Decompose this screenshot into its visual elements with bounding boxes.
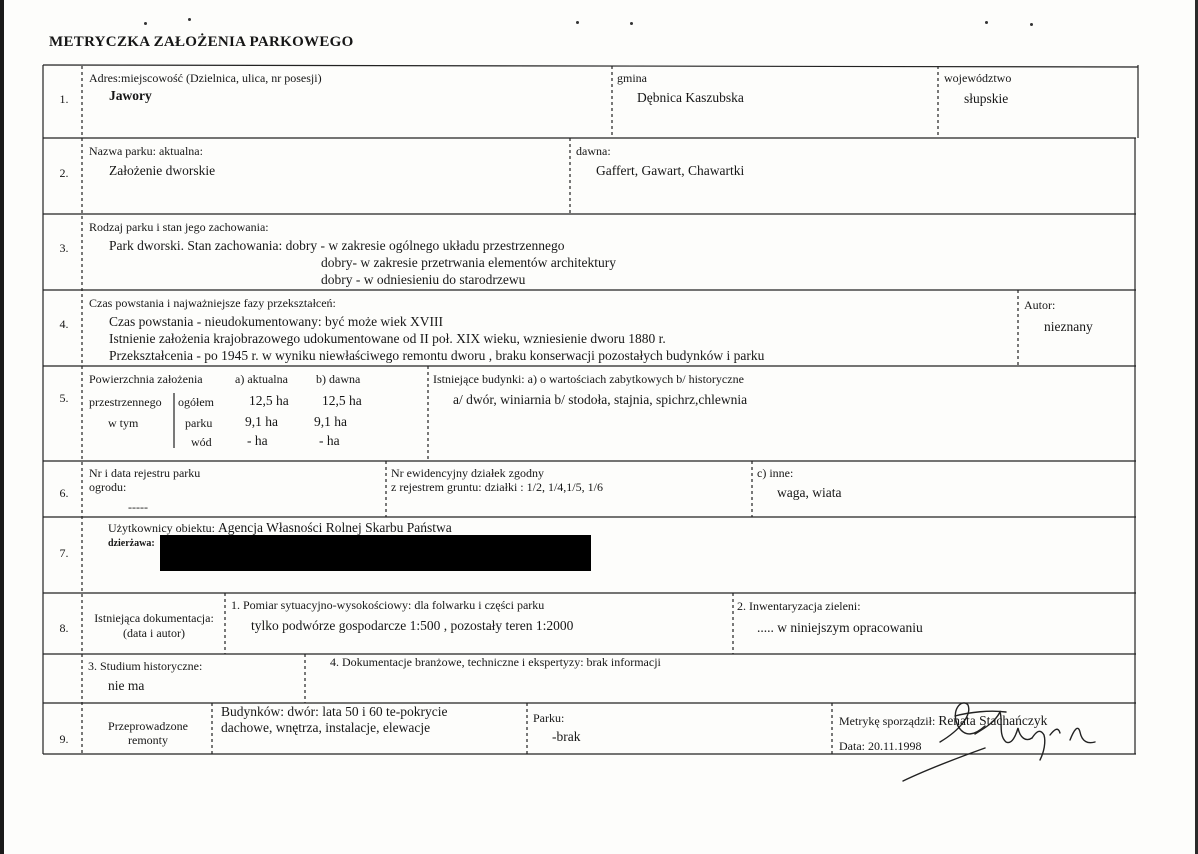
survey-value: tylko podwórze gospodarcze 1:500 , pozostały teren 1:2000 <box>251 618 574 633</box>
park-type-label: Rodzaj parku i stan jego zachowania: <box>89 220 269 234</box>
park-former-value: 9,1 ha <box>314 414 347 429</box>
lease-label: dzierżawa: <box>108 538 155 549</box>
plots-value: działki : 1/2, 1/4,1/5, 1/6 <box>484 480 603 494</box>
register-value: ----- <box>128 500 148 514</box>
park-area-label: parku <box>185 416 213 430</box>
total-label: ogółem <box>178 395 214 409</box>
row-number: 5. <box>59 391 69 405</box>
history-phases-line: Istnienie założenia krajobrazowego udokumentowane od II poł. XIX wieku, wzniesienie dworu 1880 r. <box>109 331 666 346</box>
history-phases-line: Przekształcenia - po 1945 r. w wyniku niewłaściwego remontu dworu , braku konserwacji pozostałych budynków i parku <box>109 348 765 363</box>
other-label: c) inne: <box>757 466 794 480</box>
row-number: 8. <box>59 621 69 635</box>
spatial-label: przestrzennego <box>89 395 162 409</box>
prepared-by-value: Renata Stachańczyk <box>938 713 1048 728</box>
survey-label: 1. Pomiar sytuacyjno-wysokościowy: dla folwarku i części parku <box>231 598 545 612</box>
history-phases-label: Czas powstania i najważniejsze fazy przekształceń: <box>89 296 336 310</box>
former-name-label: dawna: <box>576 144 611 158</box>
document-title: METRYCZKA ZAŁOŻENIA PARKOWEGO <box>49 34 354 50</box>
row-number: 9. <box>59 732 69 746</box>
buildings-label: Istniejące budynki: a) o wartościach zabytkowych b/ historyczne <box>433 372 744 386</box>
register-label: Nr i data rejestru parku <box>89 466 201 480</box>
row-number: 1. <box>59 92 69 106</box>
row-number: 3. <box>59 241 69 255</box>
history-study-value: nie ma <box>108 678 145 693</box>
total-former-value: 12,5 ha <box>322 393 362 408</box>
former-name-value: Gaffert, Gawart, Chawartki <box>596 163 745 178</box>
water-current-value: - ha <box>247 433 268 448</box>
plots-label: Nr ewidencyjny działek zgodny <box>391 466 544 480</box>
area-former-header: b) dawna <box>316 372 361 386</box>
park-name-label: Nazwa parku: aktualna: <box>89 144 203 158</box>
documentation-label: Istniejąca dokumentacja: <box>94 611 214 625</box>
repairs-sublabel: remonty <box>128 733 168 747</box>
prepared-by-label: Metrykę sporządził: <box>839 714 939 728</box>
park-name-value: Założenie dworskie <box>109 163 216 178</box>
row-number: 6. <box>59 486 69 500</box>
gmina-label: gmina <box>617 71 647 85</box>
address-label: Adres:miejscowość (Dzielnica, ulica, nr posesji) <box>89 71 322 85</box>
inventory-value: ..... w niniejszym opracowaniu <box>757 620 923 635</box>
buildings-repairs-line: Budynków: dwór: lata 50 i 60 te-pokrycie <box>221 704 448 719</box>
inventory-label: 2. Inwentaryzacja zieleni: <box>737 599 861 613</box>
park-repairs-label: Parku: <box>533 711 565 725</box>
plots-label-2: z rejestrem gruntu: <box>391 480 485 494</box>
branch-docs-label: 4. Dokumentacje branżowe, techniczne i ekspertyzy: brak informacji <box>330 655 661 669</box>
address-value: Jawory <box>109 88 152 103</box>
history-study-label: 3. Studium historyczne: <box>88 659 203 673</box>
park-type-line: dobry- w zakresie przetrwania elementów architektury <box>321 255 616 270</box>
author-label: Autor: <box>1024 298 1056 312</box>
users-label: Użytkownicy obiektu: <box>108 521 218 535</box>
register-label-2: ogrodu: <box>89 480 127 494</box>
date-label: Data: <box>839 739 868 753</box>
area-label: Powierzchnia założenia <box>89 372 203 386</box>
row-number: 7. <box>59 546 69 560</box>
buildings-value: a/ dwór, winiarnia b/ stodoła, stajnia, spichrz,chlewnia <box>453 392 748 407</box>
documentation-sublabel: (data i autor) <box>123 626 185 640</box>
buildings-repairs-line: dachowe, wnętrza, instalacje, elewacje <box>221 720 431 735</box>
gmina-value: Dębnica Kaszubska <box>637 90 744 105</box>
repairs-label: Przeprowadzone <box>108 719 188 733</box>
other-value: waga, wiata <box>777 485 842 500</box>
author-value: nieznany <box>1044 319 1093 334</box>
park-current-value: 9,1 ha <box>245 414 278 429</box>
park-type-line: dobry - w odniesieniu do starodrzewu <box>321 272 526 287</box>
total-current-value: 12,5 ha <box>249 393 289 408</box>
area-current-header: a) aktualna <box>235 372 288 386</box>
row-number: 4. <box>59 317 69 331</box>
wojewodztwo-label: województwo <box>944 71 1012 85</box>
park-repairs-value: -brak <box>552 729 581 744</box>
users-value: Agencja Własności Rolnej Skarbu Państwa <box>217 520 452 535</box>
park-type-line: Park dworski. Stan zachowania: dobry - w zakresie ogólnego układu przestrzennego <box>109 238 565 253</box>
history-phases-line: Czas powstania - nieudokumentowany: być może wiek XVIII <box>109 314 444 329</box>
water-former-value: - ha <box>319 433 340 448</box>
in-that-label: w tym <box>108 416 139 430</box>
wojewodztwo-value: słupskie <box>964 91 1009 106</box>
date-value: 20.11.1998 <box>868 739 922 753</box>
row-number: 2. <box>59 166 69 180</box>
water-area-label: wód <box>191 435 212 449</box>
